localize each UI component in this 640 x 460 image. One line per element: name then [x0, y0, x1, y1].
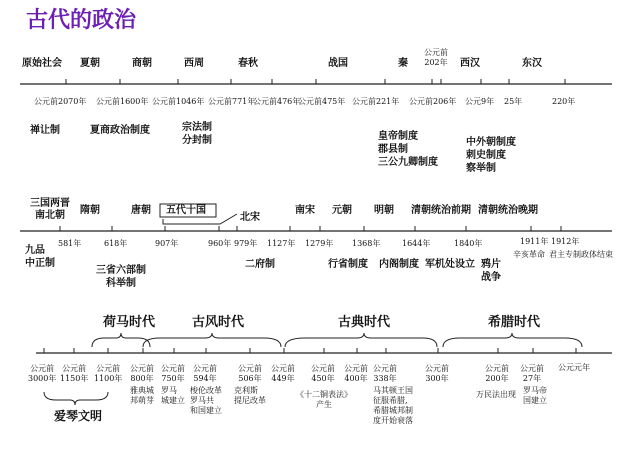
event-label: 夏商政治制度 [90, 125, 150, 136]
event-label: 九品 中正制 [25, 245, 55, 269]
period-label: 战国 [328, 58, 348, 69]
event-label: 辛亥革命 [513, 250, 545, 259]
year-label: 公元前 200年 [485, 364, 509, 383]
year-label: 1911年 [520, 237, 549, 246]
year-label: 公元前475年 [298, 97, 346, 106]
year-label: 1127年 [267, 239, 296, 248]
year-label: 公元前1046年 [152, 97, 205, 106]
era-label: 古风时代 [192, 315, 245, 330]
period-label: 明朝 [374, 205, 394, 216]
event-label: 马其顿王国 征服希腊, 希腊城邦制 度开始衰落 [373, 386, 413, 425]
period-label: 清朝统治晚期 [478, 205, 538, 216]
year-label: 公元前206年 [409, 97, 457, 106]
period-label: 春秋 [238, 58, 258, 69]
event-label: 梭伦改革 罗马共 和国建立 [190, 386, 222, 415]
year-label: 1840年 [454, 239, 483, 248]
hellenistic-era-brace [443, 333, 582, 347]
year-label: 618年 [104, 239, 128, 248]
event-label: 禅让制 [30, 125, 60, 136]
event-label: 宗法制 分封制 [182, 122, 212, 146]
homer-era-brace [92, 333, 150, 347]
era-label: 希腊时代 [488, 315, 541, 330]
period-label: 西周 [184, 58, 204, 69]
period-label: 元朝 [332, 205, 352, 216]
event-label: 三省六部制 科举制 [96, 265, 146, 289]
year-label: 979年 [234, 239, 258, 248]
year-label: 581年 [58, 239, 82, 248]
event-label: 皇帝制度 郡县制 三公九卿制度 [378, 131, 438, 168]
year-label: 25年 [504, 97, 523, 106]
year-label: 公元前 450年 [311, 364, 335, 383]
year-label: 1279年 [305, 239, 334, 248]
period-label: 夏朝 [80, 58, 100, 69]
event-label: 克利斯 提尼改革 [234, 386, 266, 405]
year-label: 960年 [208, 239, 232, 248]
year-label: 公元前 300年 [425, 364, 449, 383]
year-label: 公元前2070年 [34, 97, 87, 106]
year-label: 公元前 1100年 [94, 364, 123, 383]
era-label: 古典时代 [338, 315, 391, 330]
period-label: 原始社会 [22, 58, 62, 69]
event-label: 万民法出现 [476, 390, 516, 399]
era-label: 荷马时代 [103, 315, 156, 330]
year-label: 公元前 400年 [344, 364, 368, 383]
year-label: 公元前 1150年 [60, 364, 89, 383]
year-label: 公元前221年 [352, 97, 400, 106]
year-label: 公元前1600年 [96, 97, 149, 106]
event-label: 罗马 城建立 [161, 386, 185, 405]
event-label: 《十二铜表法》 产生 [296, 390, 352, 409]
period-label: 东汉 [522, 58, 542, 69]
period-label: 商朝 [132, 58, 152, 69]
aegean-label: 爱琴文明 [54, 409, 103, 423]
year-label: 220年 [552, 97, 576, 106]
period-label: 五代十国 [166, 205, 206, 216]
event-label: 雅典城 邦萌芽 [130, 386, 154, 405]
year-label: 公元前 594年 [193, 364, 217, 383]
period-label: 秦 [398, 58, 408, 69]
year-label: 公元前 800年 [130, 364, 154, 383]
page-title: 古代的政治 [26, 8, 137, 33]
year-label: 907年 [155, 239, 179, 248]
event-label: 军机处设立 [425, 259, 475, 270]
archaic-era-brace [143, 333, 281, 347]
year-label: 公元前 27年 [520, 364, 544, 383]
period-label: 南宋 [295, 205, 315, 216]
year-label-202bc: 公元前 202年 [424, 48, 448, 67]
event-label: 二府制 [245, 259, 275, 270]
year-label: 1368年 [352, 239, 381, 248]
period-label: 西汉 [460, 58, 480, 69]
year-label: 公元前 338年 [373, 364, 397, 383]
event-label: 中外朝制度 刺史制度 察举制 [466, 137, 516, 174]
period-label: 清朝统治前期 [411, 205, 471, 216]
year-label: 公元前771年 [208, 97, 256, 106]
year-label: 1644年 [402, 239, 431, 248]
year-label: 公元前 3000年 [28, 364, 57, 383]
period-label: 三国两晋 南北朝 [30, 198, 70, 221]
event-label: 君主专制政体结束 [549, 250, 613, 259]
event-label: 行省制度 [328, 259, 368, 270]
year-label: 公元前476年 [253, 97, 301, 106]
year-label: 1912年 [551, 237, 580, 246]
year-label: 公元前 449年 [271, 364, 295, 383]
event-label: 鸦片 战争 [481, 259, 501, 283]
aegean-brace [44, 392, 108, 405]
period-label: 隋朝 [80, 205, 100, 216]
year-label: 公元前 750年 [161, 364, 185, 383]
period-label: 北宋 [240, 212, 260, 223]
period-label: 唐朝 [131, 205, 151, 216]
year-label: 公元9年 [465, 97, 495, 106]
event-label: 罗马帝 国建立 [523, 386, 547, 405]
event-label: 内阁制度 [379, 259, 419, 270]
year-label: 公元元年 [558, 363, 590, 372]
classical-era-brace [285, 333, 437, 347]
year-label: 公元前 506年 [238, 364, 262, 383]
